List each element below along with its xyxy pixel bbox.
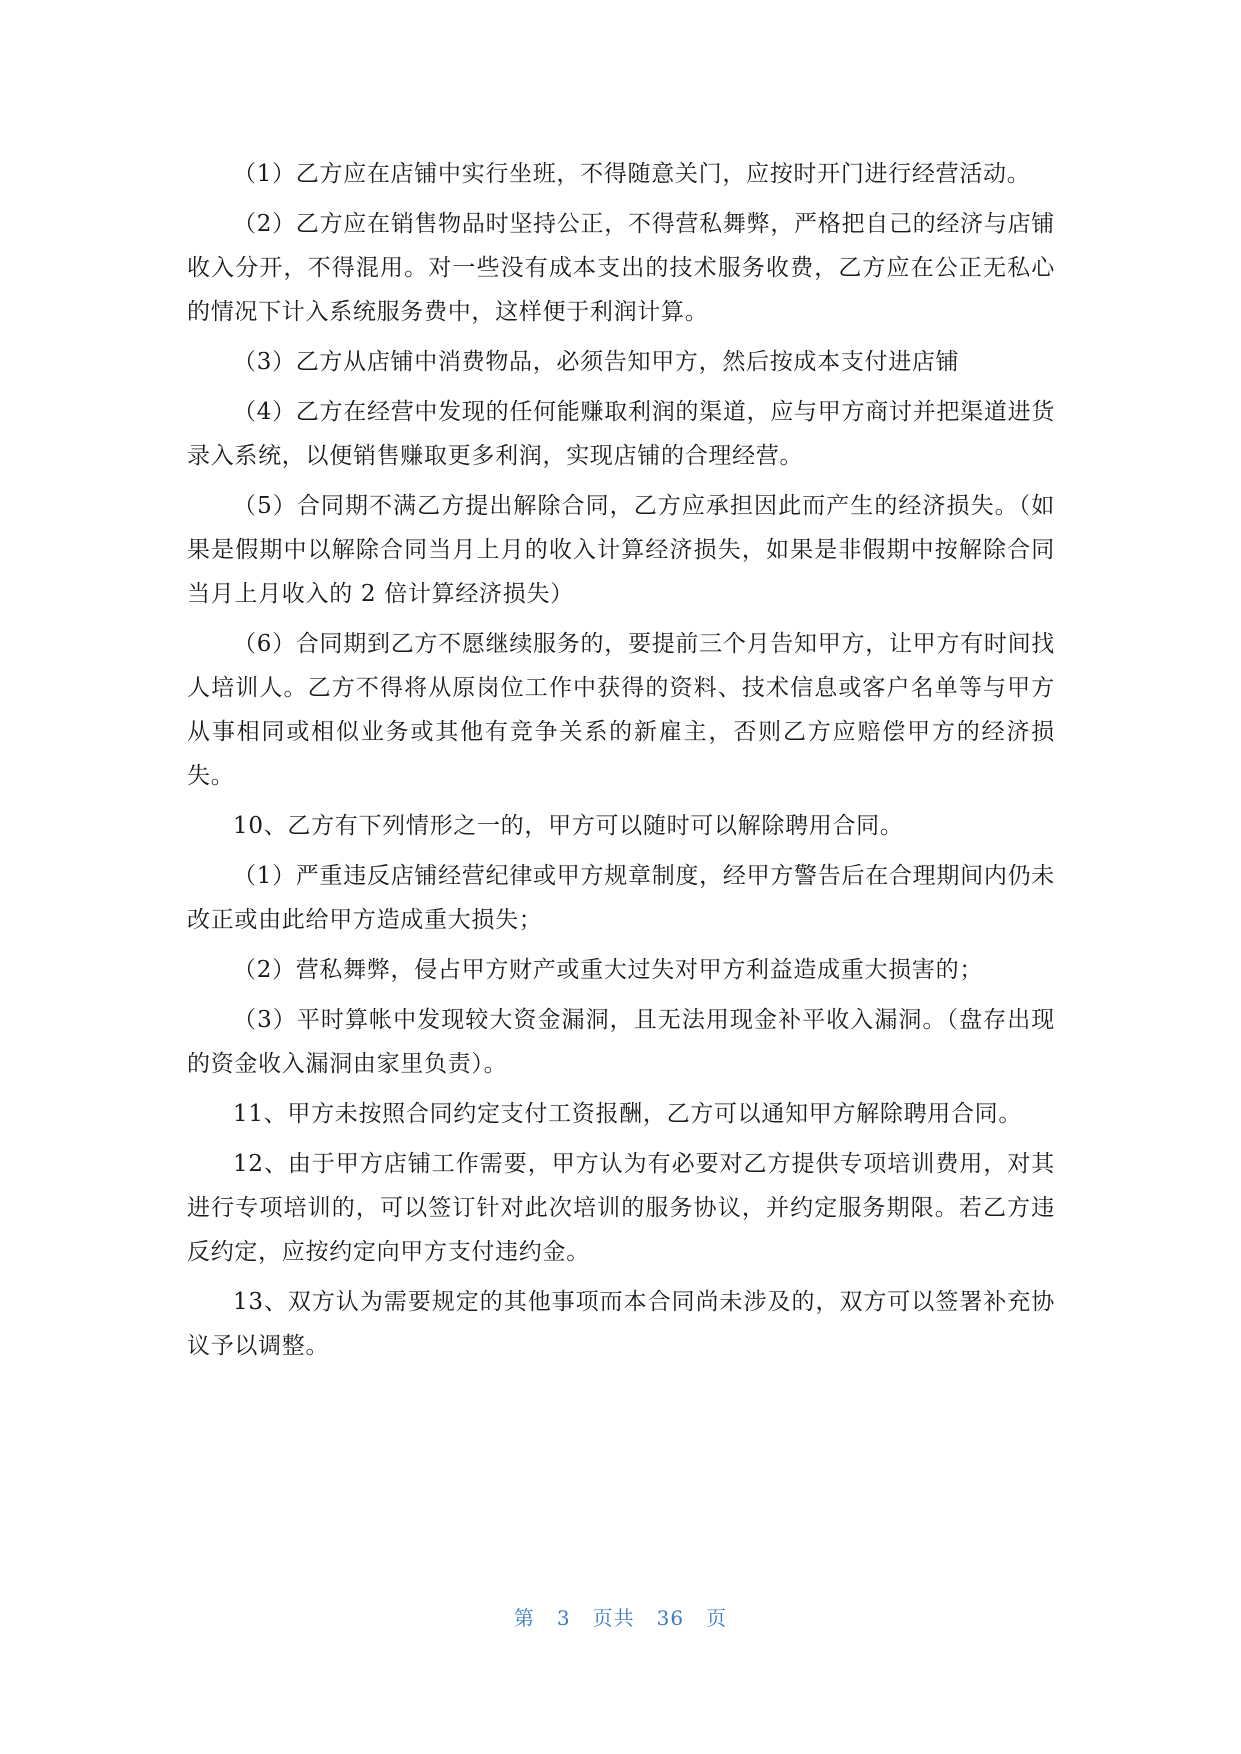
footer-suffix: 页: [706, 1606, 728, 1630]
clause-paragraph: 11、甲方未按照合同约定支付工资报酬，乙方可以通知甲方解除聘用合同。: [233, 1101, 1023, 1127]
clause-paragraph: （1）乙方应在店铺中实行坐班，不得随意关门，应按时开门进行经营活动。: [233, 161, 1031, 187]
clause-paragraph: （5）合同期不满乙方提出解除合同，乙方应承担因此而产生的经济损失。（如果是假期中以解除合同当月上月的收入计算经济损失，如果是非假期中按解除合同当月上月收入的 2 倍计算经济损失）: [187, 493, 1055, 607]
document-body: [187, 152, 1055, 1368]
clause-paragraph: （3）乙方从店铺中消费物品，必须告知甲方，然后按成本支付进店铺: [233, 349, 960, 375]
clause-paragraph: 13、双方认为需要规定的其他事项而本合同尚未涉及的，双方可以签署补充协议予以调整。: [187, 1289, 1055, 1359]
clause-paragraph: 10、乙方有下列情形之一的，甲方可以随时可以解除聘用合同。: [233, 813, 904, 839]
footer-prefix: 第: [513, 1606, 535, 1630]
clause-paragraph: （2）乙方应在销售物品时坚持公正，不得营私舞弊，严格把自己的经济与店铺收入分开，不得混用。对一些没有成本支出的技术服务收费，乙方应在公正无私心的情况下计入系统服务费中，这样便于利润计算。: [187, 211, 1055, 325]
clause-paragraph: （4）乙方在经营中发现的任何能赚取利润的渠道，应与甲方商讨并把渠道进货录入系统，以便销售赚取更多利润，实现店铺的合理经营。: [187, 399, 1055, 469]
footer-middle: 页共: [592, 1606, 635, 1630]
clause-paragraph: （3）平时算帐中发现较大资金漏洞，且无法用现金补平收入漏洞。（盘存出现的资金收入漏洞由家里负责）。: [187, 1007, 1055, 1077]
clause-paragraph: （2）营私舞弊，侵占甲方财产或重大过失对甲方利益造成重大损害的；: [233, 957, 984, 983]
clause-paragraph: （1）严重违反店铺经营纪律或甲方规章制度，经甲方警告后在合理期间内仍未改正或由此给甲方造成重大损失；: [187, 863, 1055, 933]
total-pages-number: 36: [656, 1606, 685, 1630]
clause-paragraph: 12、由于甲方店铺工作需要，甲方认为有必要对乙方提供专项培训费用，对其进行专项培训的，可以签订针对此次培训的服务协议，并约定服务期限。若乙方违反约定，应按约定向甲方支付违约金。: [187, 1151, 1055, 1265]
clause-paragraph: （6）合同期到乙方不愿继续服务的，要提前三个月告知甲方，让甲方有时间找人培训人。乙方不得将从原岗位工作中获得的资料、技术信息或客户名单等与甲方从事相同或相似业务或其他有竞争关系的新雇主，否则乙方应赔偿甲方的经济损失。: [187, 631, 1055, 789]
page-number-footer: [0, 1602, 1241, 1631]
current-page-number: 3: [556, 1606, 571, 1630]
